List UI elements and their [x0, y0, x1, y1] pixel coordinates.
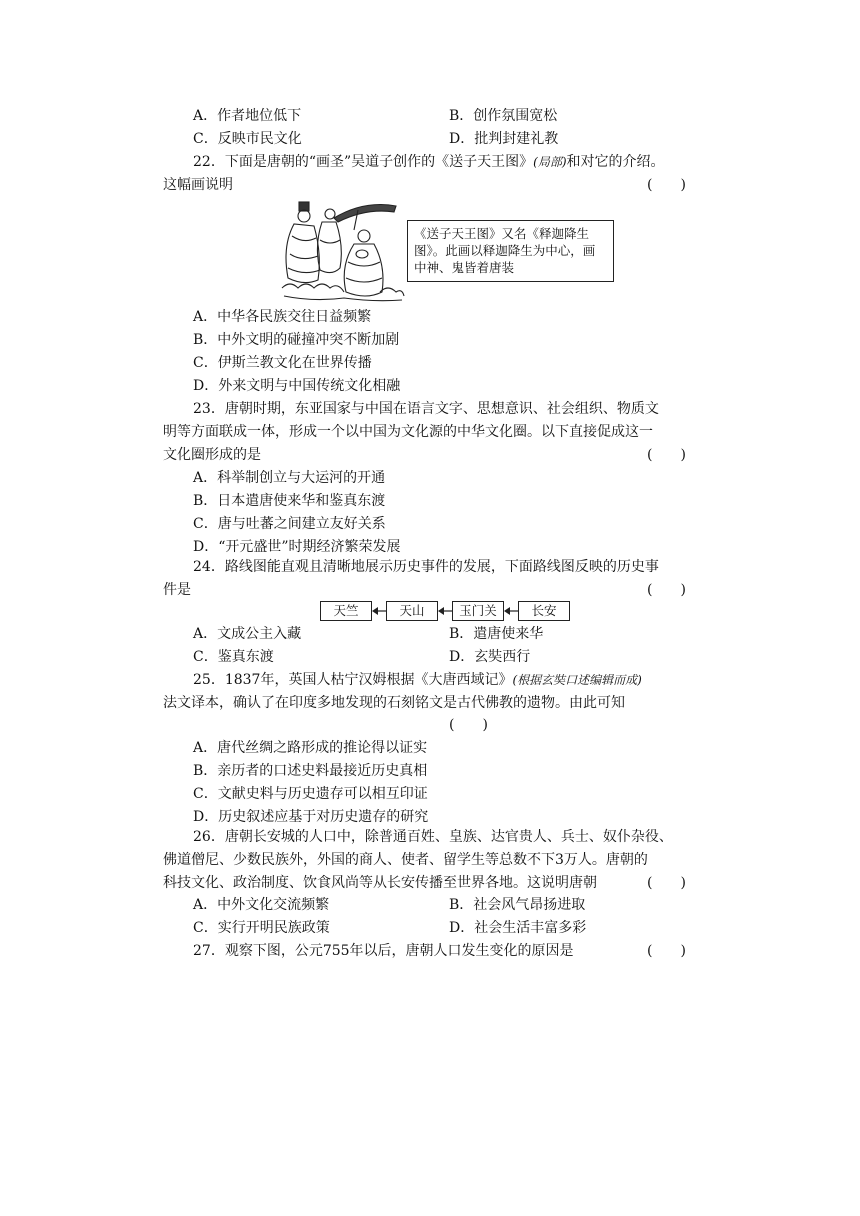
- arrow-left-icon: [372, 605, 386, 617]
- q26-option-a[interactable]: A．中外文化交流频繁: [193, 897, 330, 913]
- q23-option-a[interactable]: A．科举制创立与大运河的开通: [193, 470, 386, 486]
- q26-option-c[interactable]: C．实行开明民族政策: [193, 920, 330, 936]
- arrow-left-icon: [438, 605, 452, 617]
- q25-option-d[interactable]: D．历史叙述应基于对历史遗存的研究: [193, 809, 429, 825]
- q22-stem-text-a: 22．下面是唐朝的“画圣”吴道子创作的《送子天王图》: [193, 154, 534, 170]
- q25-stem-line2: 法文译本，确认了在印度多地发现的石刻铭文是古代佛教的遗物。由此可知: [163, 695, 625, 711]
- q21-option-d[interactable]: D．批判封建礼教: [449, 131, 559, 147]
- q23-option-d[interactable]: D．“开元盛世”时期经济繁荣发展: [193, 539, 401, 555]
- q24-option-a[interactable]: A．文成公主入藏: [193, 626, 302, 642]
- q22-option-c[interactable]: C．伊斯兰教文化在世界传播: [193, 355, 372, 371]
- q23-stem-line2: 明等方面联成一体，形成一个以中国为文化源的中华文化圈。以下直接促成这一: [163, 424, 653, 440]
- q23-stem-line1: 23．唐朝时期，东亚国家与中国在语言文字、思想意识、社会组织、物质文: [193, 401, 659, 417]
- q26-stem-line2: 佛道僧尼、少数民族外，外国的商人、使者、留学生等总数不下3万人。唐朝的: [163, 852, 648, 868]
- q23-stem-line3: 文化圈形成的是: [163, 447, 261, 463]
- q24-stem-line2: 件是: [163, 582, 191, 598]
- q27-answer-blank[interactable]: ( ): [647, 943, 686, 959]
- q25-option-a[interactable]: A．唐代丝绸之路形成的推论得以证实: [193, 740, 428, 756]
- q23-answer-blank[interactable]: ( ): [647, 447, 686, 463]
- q25-stem-line1: [193, 670, 642, 690]
- q23-option-c[interactable]: C．唐与吐蕃之间建立友好关系: [193, 516, 386, 532]
- q25-option-b[interactable]: B．亲历者的口述史料最接近历史真相: [193, 763, 428, 779]
- route-node-tianshan: 天山: [386, 601, 438, 621]
- painting-illustration: [274, 196, 406, 302]
- q24-option-b[interactable]: B．遣唐使来华: [449, 626, 544, 642]
- q22-option-a[interactable]: A．中华各民族交往日益频繁: [193, 309, 372, 325]
- q26-stem-line1: 26．唐朝长安城的人口中，除普通百姓、皇族、达官贵人、兵士、奴仆杂役、: [193, 829, 673, 845]
- q22-option-b[interactable]: B．中外文明的碰撞冲突不断加剧: [193, 332, 400, 348]
- q22-option-d[interactable]: D．外来文明与中国传统文化相融: [193, 378, 401, 394]
- q23-option-b[interactable]: B．日本遣唐使来华和鉴真东渡: [193, 493, 386, 509]
- q25-option-c[interactable]: C．文献史料与历史遗存可以相互印证: [193, 786, 428, 802]
- painting-caption-box: 《送子天王图》又名《释迦降生图》。此画以释迦降生为中心，画中神、鬼皆着唐装: [407, 220, 614, 282]
- q25-stem-text: 25．1837年，英国人枯宁汉姆根据《大唐西域记》: [193, 672, 513, 688]
- route-node-changan: 长安: [518, 601, 570, 621]
- q24-option-c[interactable]: C．鉴真东渡: [193, 649, 274, 665]
- arrow-left-icon: [504, 605, 518, 617]
- q25-stem-note: (根据玄奘口述编辑而成): [512, 673, 642, 687]
- q27-stem-line1: 27．观察下图，公元755年以后，唐朝人口发生变化的原因是: [193, 943, 574, 959]
- q21-option-b[interactable]: B．创作氛围宽松: [449, 108, 558, 124]
- q26-stem-line3: 科技文化、政治制度、饮食风尚等从长安传播至世界各地。这说明唐朝: [163, 875, 597, 891]
- q24-stem-line1: 24．路线图能直观且清晰地展示历史事件的发展，下面路线图反映的历史事: [193, 559, 659, 575]
- q22-stem-text-c: 和对它的介绍。: [566, 154, 665, 170]
- q22-stem-note: (局部): [533, 155, 567, 169]
- q24-option-d[interactable]: D．玄奘西行: [449, 649, 531, 665]
- q21-option-c[interactable]: C．反映市民文化: [193, 131, 302, 147]
- q26-answer-blank[interactable]: ( ): [647, 875, 686, 891]
- q26-option-d[interactable]: D．社会生活丰富多彩: [449, 920, 587, 936]
- q21-option-a[interactable]: A．作者地位低下: [193, 108, 302, 124]
- route-node-tianzhu: 天竺: [320, 601, 372, 621]
- q25-answer-blank[interactable]: ( ): [449, 717, 488, 733]
- q22-answer-blank[interactable]: ( ): [647, 177, 686, 193]
- route-node-yumenguan: 玉门关: [452, 601, 504, 621]
- q22-stem-line2: 这幅画说明: [163, 177, 233, 193]
- q24-answer-blank[interactable]: ( ): [647, 582, 686, 598]
- q22-stem-line1: [193, 152, 665, 172]
- q26-option-b[interactable]: B．社会风气昂扬进取: [449, 897, 586, 913]
